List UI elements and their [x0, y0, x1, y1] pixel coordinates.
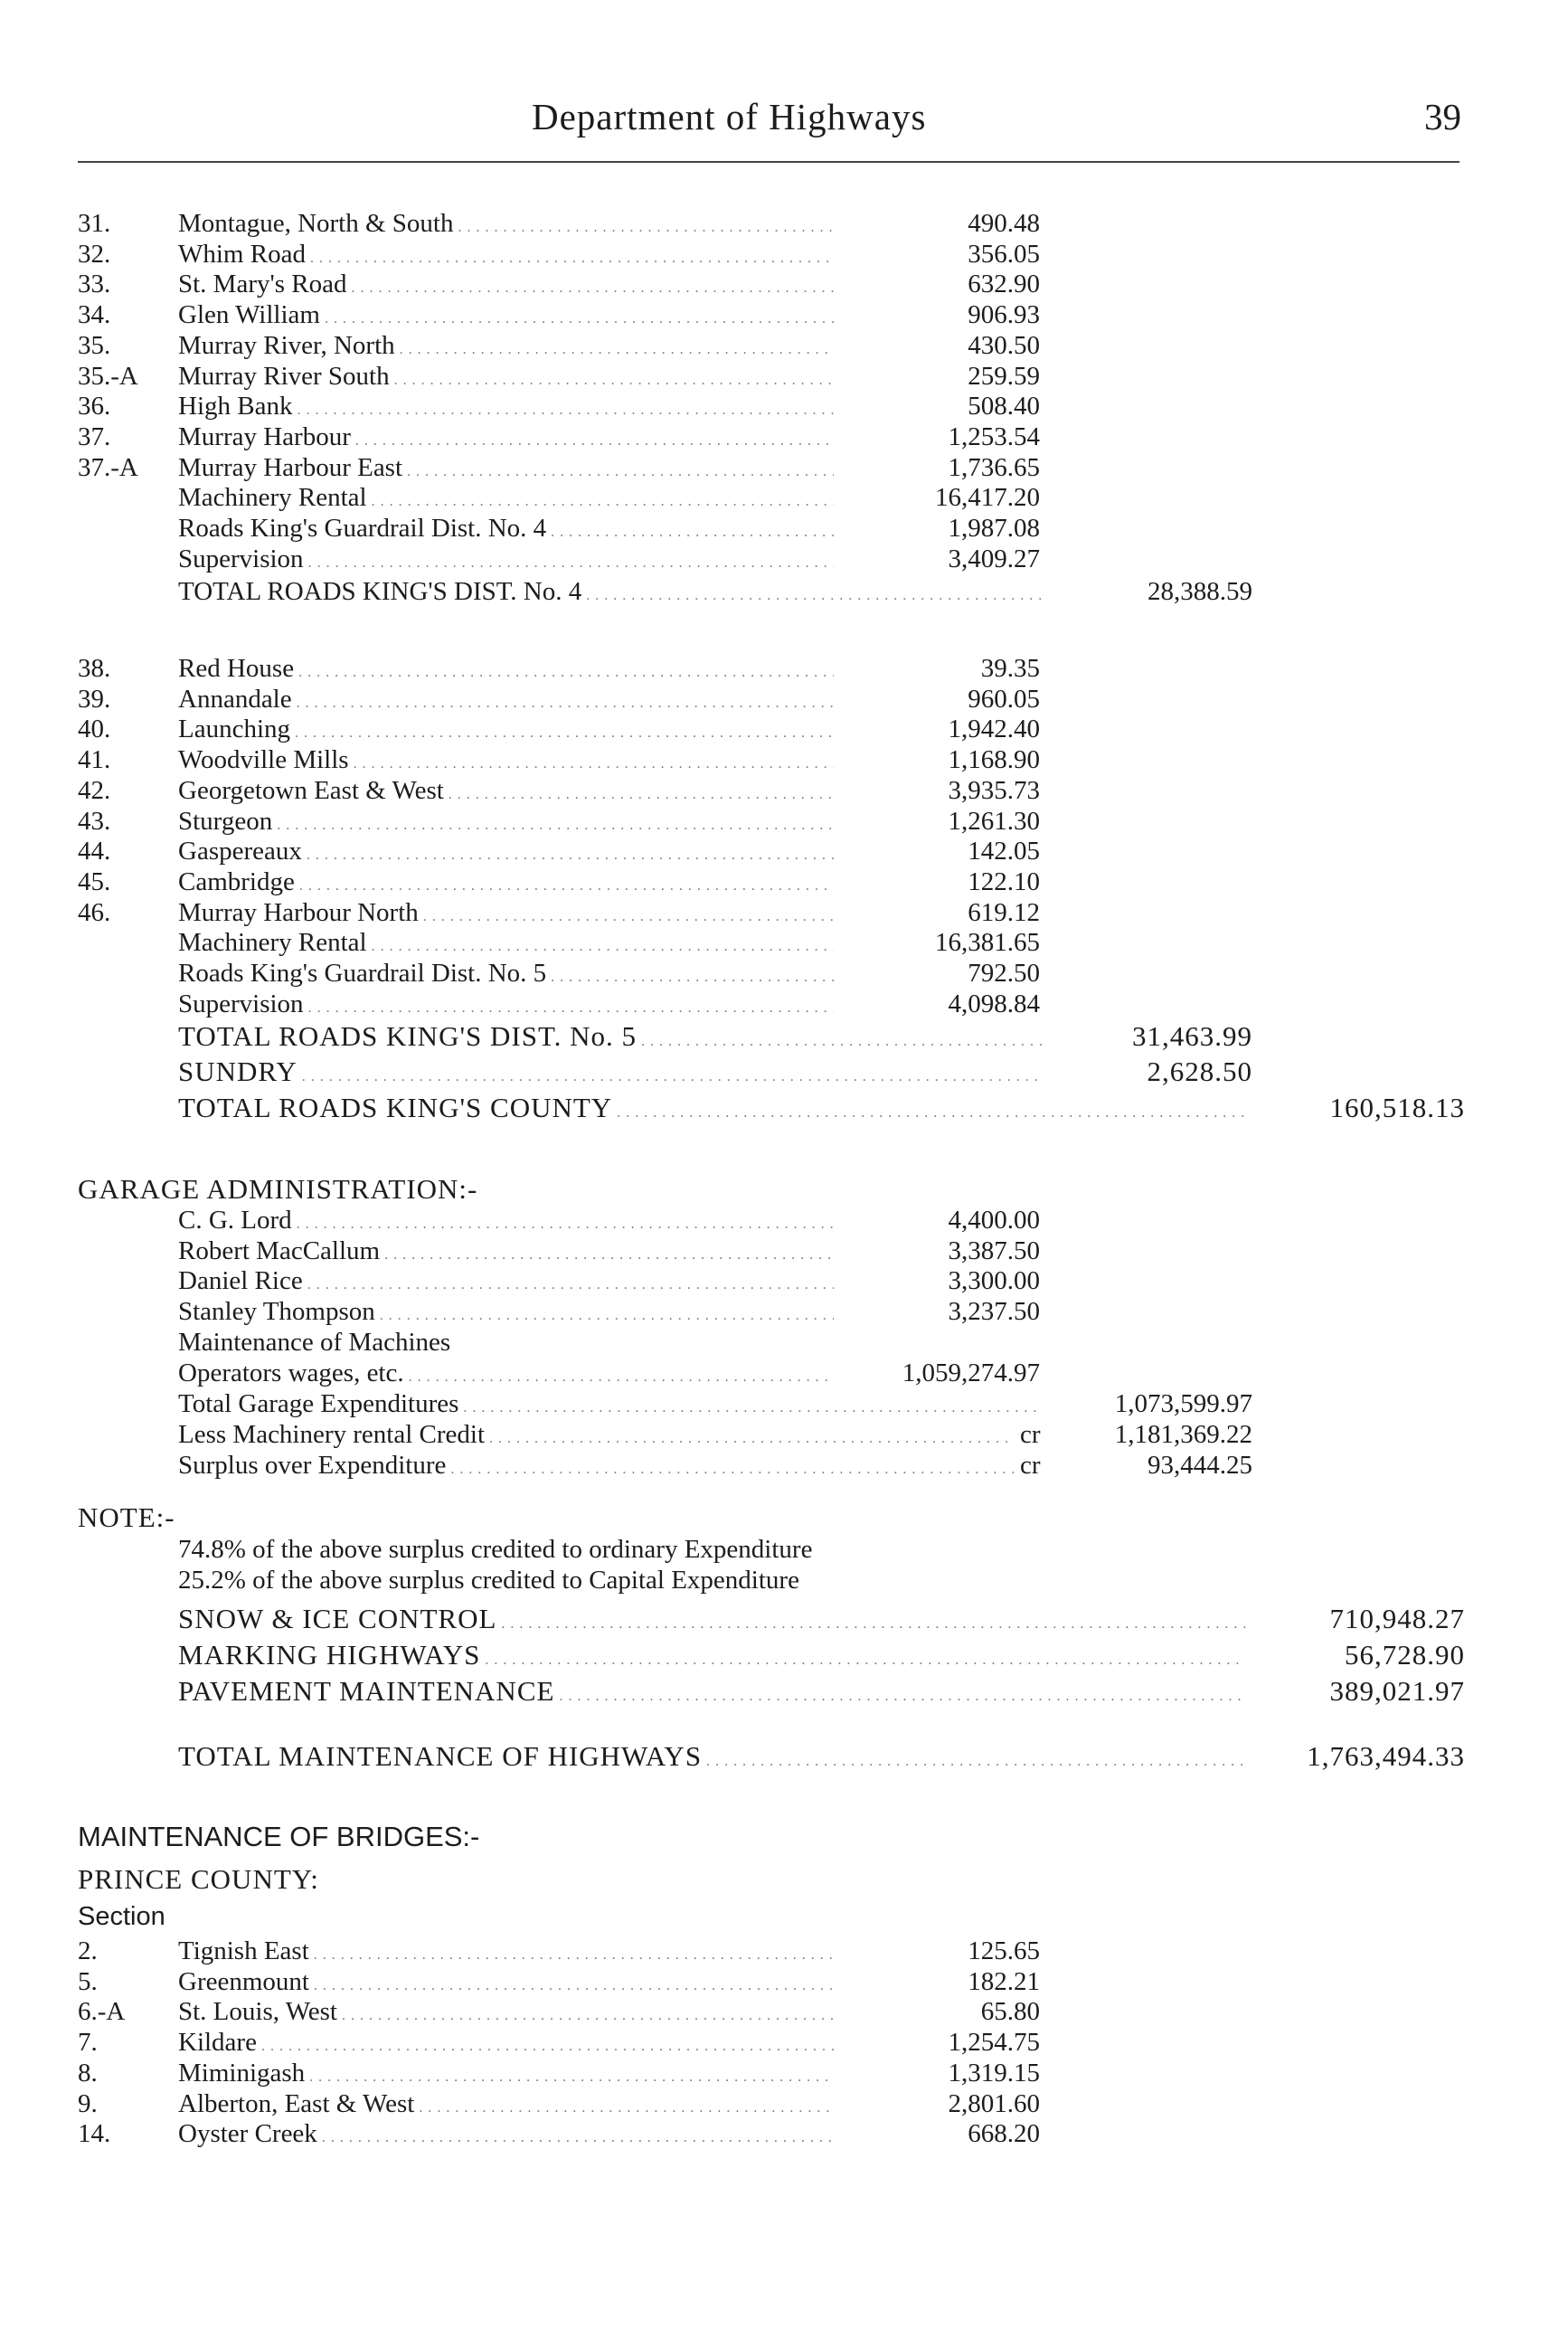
note-heading: NOTE:-	[78, 1501, 175, 1533]
item-label: Supervision . . .	[178, 989, 834, 1024]
bridge-row	[0, 2118, 1568, 2149]
item-label: Gaspereaux . . .	[178, 836, 834, 871]
credit-marker: cr	[1020, 1420, 1041, 1449]
item-number: 37.	[78, 422, 111, 451]
item-number: 35.-A	[78, 362, 138, 391]
item-label: Machinery Rental . . .	[178, 482, 834, 517]
item-label: Montague, North & South . . .	[178, 208, 834, 243]
item-label: Daniel Rice . . .	[178, 1265, 834, 1301]
item-amount: 906.93	[968, 300, 1040, 329]
item-number: 35.	[78, 331, 111, 360]
item-number: 37.-A	[78, 453, 138, 482]
item-amount: 3,300.00	[948, 1266, 1040, 1295]
item-number: 31.	[78, 209, 111, 238]
item-number: 39.	[78, 685, 111, 714]
page-number: 39	[1424, 96, 1461, 137]
item-amount: 16,381.65	[935, 928, 1040, 957]
county-heading: PRINCE COUNTY:	[78, 1863, 319, 1895]
item-label: Greenmount . . .	[178, 1966, 834, 2002]
item-number: 8.	[78, 2059, 98, 2088]
item-amount: 960.05	[968, 685, 1040, 714]
dist5-row	[0, 958, 1568, 989]
maintenance-total-row	[0, 1741, 1568, 1772]
item-number: 14.	[78, 2119, 111, 2148]
bridges-heading: MAINTENANCE OF BRIDGES:-	[78, 1821, 480, 1852]
item-label: MARKING HIGHWAYS . . .	[178, 1640, 1245, 1676]
dist4-row	[0, 482, 1568, 513]
item-amount: 356.05	[968, 240, 1040, 269]
machinery-credit-row	[0, 1419, 1568, 1450]
dist4-row	[0, 361, 1568, 392]
item-amount: 1,073,599.97	[1114, 1389, 1252, 1418]
item-amount: 4,098.84	[948, 989, 1040, 1018]
item-amount: 2,628.50	[1147, 1056, 1252, 1087]
item-label: Tignish East . . .	[178, 1936, 834, 1971]
item-amount: 668.20	[968, 2119, 1040, 2148]
item-label: TOTAL ROADS KING'S DIST. No. 4 . . .	[178, 576, 1042, 611]
item-label: Murray Harbour East . . .	[178, 452, 834, 488]
dist5-row	[0, 989, 1568, 1019]
operators-wages-row	[0, 1358, 1568, 1388]
item-amount: 3,237.50	[948, 1297, 1040, 1326]
item-amount: 1,059,274.97	[902, 1359, 1040, 1387]
item-label: C. G. Lord . . .	[178, 1205, 834, 1240]
item-number: 46.	[78, 898, 111, 927]
item-amount: 1,763,494.33	[1307, 1740, 1465, 1772]
item-amount: 710,948.27	[1329, 1603, 1465, 1634]
item-amount: 1,168.90	[948, 745, 1040, 774]
item-amount: 3,409.27	[948, 544, 1040, 573]
item-amount: 1,261.30	[948, 807, 1040, 836]
item-amount: 1,736.65	[948, 453, 1040, 482]
item-amount: 3,387.50	[948, 1236, 1040, 1265]
bridge-row	[0, 1966, 1568, 1997]
bridge-row	[0, 2027, 1568, 2058]
item-label: TOTAL ROADS KING'S COUNTY . . .	[178, 1093, 1245, 1129]
item-amount: 56,728.90	[1345, 1639, 1465, 1671]
item-amount: 142.05	[968, 837, 1040, 866]
item-label: Whim Road . . .	[178, 239, 834, 274]
garage-heading: GARAGE ADMINISTRATION:-	[78, 1173, 478, 1205]
dist4-row	[0, 239, 1568, 270]
item-number: 2.	[78, 1936, 98, 1965]
item-label: Stanley Thompson . . .	[178, 1296, 834, 1331]
item-label: Red House . . .	[178, 653, 834, 688]
summary-row	[0, 1676, 1568, 1707]
item-label: Operators wages, etc. . . .	[178, 1358, 834, 1393]
item-label: Robert MacCallum . . .	[178, 1236, 834, 1271]
item-amount: 1,253.54	[948, 422, 1040, 451]
item-label: High Bank . . .	[178, 391, 834, 426]
dist4-row	[0, 299, 1568, 330]
bridge-row	[0, 2058, 1568, 2088]
credit-marker: cr	[1020, 1451, 1041, 1480]
section-label: Section	[78, 1902, 165, 1931]
item-label: Sturgeon . . .	[178, 806, 834, 841]
item-amount: 4,400.00	[948, 1206, 1040, 1235]
item-amount: 39.35	[980, 654, 1040, 683]
item-label: Total Garage Expenditures . . .	[178, 1388, 1042, 1424]
dist5-row	[0, 775, 1568, 806]
dist5-row	[0, 836, 1568, 866]
item-label: Annandale . . .	[178, 684, 834, 719]
dist4-total-row	[0, 576, 1568, 607]
item-label: TOTAL ROADS KING'S DIST. No. 5 . . .	[178, 1021, 1042, 1057]
item-number: 40.	[78, 715, 111, 743]
item-number: 44.	[78, 837, 111, 866]
item-amount: 1,319.15	[948, 2059, 1040, 2088]
item-label: Roads King's Guardrail Dist. No. 4 . . .	[178, 513, 834, 548]
item-amount: 792.50	[968, 959, 1040, 988]
item-amount: 259.59	[968, 362, 1040, 391]
bridge-row	[0, 1936, 1568, 1966]
item-label: Murray River, North . . .	[178, 330, 834, 365]
item-amount: 1,181,369.22	[1114, 1420, 1252, 1449]
item-label: Murray Harbour . . .	[178, 421, 834, 457]
maintenance-line	[0, 1327, 1568, 1358]
summary-row	[0, 1604, 1568, 1634]
item-label: Less Machinery rental Credit . . .	[178, 1419, 1015, 1454]
item-number: 43.	[78, 807, 111, 836]
dist4-row	[0, 391, 1568, 421]
item-label: SUNDRY . . .	[178, 1056, 1042, 1093]
item-label: Murray River South . . .	[178, 361, 834, 396]
item-number: 34.	[78, 300, 111, 329]
item-amount: 182.21	[968, 1967, 1040, 1996]
item-label: Cambridge . . .	[178, 866, 834, 902]
item-label: St. Mary's Road . . .	[178, 269, 834, 304]
dist4-row	[0, 513, 1568, 544]
bridge-row	[0, 1996, 1568, 2027]
item-number: 42.	[78, 776, 111, 805]
item-amount: 389,021.97	[1329, 1675, 1465, 1707]
item-amount: 430.50	[968, 331, 1040, 360]
item-amount: 122.10	[968, 867, 1040, 896]
garage-row	[0, 1296, 1568, 1327]
dist5-row	[0, 653, 1568, 684]
garage-row	[0, 1265, 1568, 1296]
item-amount: 160,518.13	[1329, 1092, 1465, 1123]
page-title: Department of Highways	[532, 96, 927, 137]
note-line: 74.8% of the above surplus credited to ordinary Expenditure	[178, 1535, 813, 1564]
garage-row	[0, 1236, 1568, 1266]
item-amount: 632.90	[968, 270, 1040, 298]
item-number: 5.	[78, 1967, 98, 1996]
item-amount: 1,254.75	[948, 2028, 1040, 2057]
item-amount: 3,935.73	[948, 776, 1040, 805]
dist5-row	[0, 714, 1568, 744]
county-total-row	[0, 1093, 1568, 1123]
dist5-row	[0, 806, 1568, 837]
item-number: 36.	[78, 392, 111, 421]
dist5-row	[0, 866, 1568, 897]
item-amount: 28,388.59	[1148, 577, 1252, 606]
item-label: TOTAL MAINTENANCE OF HIGHWAYS . . .	[178, 1741, 1245, 1777]
garage-total-row	[0, 1388, 1568, 1419]
item-number: 7.	[78, 2028, 98, 2057]
item-number: 9.	[78, 2089, 98, 2118]
item-label: Miminigash . . .	[178, 2058, 834, 2093]
sundry-row	[0, 1056, 1568, 1087]
item-label: Murray Harbour North . . .	[178, 897, 834, 933]
item-amount: 1,942.40	[948, 715, 1040, 743]
dist4-row	[0, 421, 1568, 452]
item-label: Alberton, East & West . . .	[178, 2088, 834, 2124]
item-label: PAVEMENT MAINTENANCE . . .	[178, 1676, 1245, 1712]
item-amount: 31,463.99	[1132, 1020, 1252, 1052]
dist4-row	[0, 544, 1568, 574]
item-amount: 1,987.08	[948, 514, 1040, 543]
item-number: 6.-A	[78, 1997, 126, 2026]
item-label: Roads King's Guardrail Dist. No. 5 . . .	[178, 958, 834, 993]
item-label: Oyster Creek . . .	[178, 2118, 834, 2154]
dist5-row	[0, 684, 1568, 715]
item-amount: 2,801.60	[948, 2089, 1040, 2118]
item-label: SNOW & ICE CONTROL . . .	[178, 1604, 1245, 1640]
item-number: 45.	[78, 867, 111, 896]
dist5-row	[0, 897, 1568, 928]
item-label: Launching . . .	[178, 714, 834, 749]
dist5-row	[0, 744, 1568, 775]
item-label: Maintenance of Machines	[178, 1328, 451, 1357]
note-line: 25.2% of the above surplus credited to Capital Expenditure	[178, 1566, 799, 1595]
item-amount: 65.80	[980, 1997, 1040, 2026]
item-amount: 125.65	[968, 1936, 1040, 1965]
dist4-row	[0, 269, 1568, 299]
item-label: Woodville Mills . . .	[178, 744, 834, 780]
item-amount: 508.40	[968, 392, 1040, 421]
summary-row	[0, 1640, 1568, 1671]
dist4-row	[0, 452, 1568, 483]
item-amount: 93,444.25	[1148, 1451, 1252, 1480]
garage-row	[0, 1205, 1568, 1236]
item-label: Machinery Rental . . .	[178, 927, 834, 962]
dist5-row	[0, 927, 1568, 958]
dist4-row	[0, 208, 1568, 239]
item-number: 38.	[78, 654, 111, 683]
item-amount: 619.12	[968, 898, 1040, 927]
item-amount: 490.48	[968, 209, 1040, 238]
item-amount: 16,417.20	[935, 483, 1040, 512]
dist4-row	[0, 330, 1568, 361]
item-number: 41.	[78, 745, 111, 774]
item-label: Supervision . . .	[178, 544, 834, 579]
dist5-total-row	[0, 1021, 1568, 1052]
item-label: Surplus over Expenditure . . .	[178, 1450, 1015, 1485]
item-label: St. Louis, West . . .	[178, 1996, 834, 2031]
item-number: 33.	[78, 270, 111, 298]
item-number: 32.	[78, 240, 111, 269]
bridge-row	[0, 2088, 1568, 2119]
item-label: Kildare . . .	[178, 2027, 834, 2062]
item-label: Glen William . . .	[178, 299, 834, 335]
item-label: Georgetown East & West . . .	[178, 775, 834, 810]
surplus-row	[0, 1450, 1568, 1481]
